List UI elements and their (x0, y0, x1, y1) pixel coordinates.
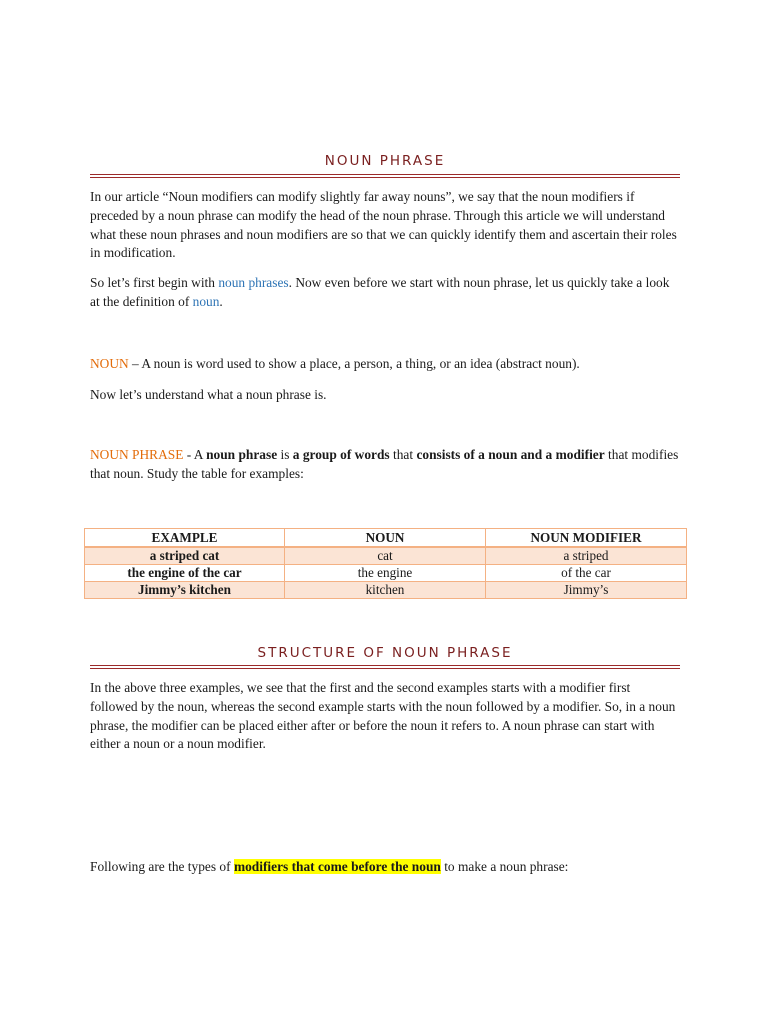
header-noun: NOUN (285, 529, 486, 548)
cell-example: a striped cat (85, 547, 285, 565)
transition-paragraph: Now let’s understand what a noun phrase is. (90, 387, 327, 402)
noun-term: NOUN (90, 356, 129, 371)
section-heading-structure: STRUCTURE OF NOUN PHRASE (257, 645, 513, 661)
highlighted-text: modifiers that come before the noun (233, 859, 441, 874)
table-row (85, 565, 687, 582)
header-example: EXAMPLE (85, 529, 285, 548)
heading-rule (90, 174, 680, 178)
begin-paragraph: So let’s first begin with noun phrases. Now even before we start with noun phrase, let us quickly take a look at the definition of noun. (90, 275, 670, 309)
table-header-row (85, 529, 687, 548)
cell-example: the engine of the car (85, 565, 285, 582)
noun-phrase-definition: NOUN PHRASE - A noun phrase is a group of words that consists of a noun and a modifier that modifies that noun. Study the table for examples: (90, 447, 679, 481)
cell-noun: the engine (285, 565, 486, 582)
cell-noun: kitchen (285, 582, 486, 599)
cell-noun: cat (285, 547, 486, 565)
cell-example: Jimmy’s kitchen (85, 582, 285, 599)
noun-link[interactable]: noun (192, 293, 220, 309)
types-intro-paragraph: Following are the types of modifiers that come before the noun to make a noun phrase: (90, 859, 569, 874)
table-row (85, 582, 687, 599)
cell-modifier: Jimmy’s (486, 582, 687, 599)
structure-paragraph: In the above three examples, we see that the first and the second examples starts with a modifier first followed by the noun, whereas the second example starts with the noun followed by a modifier. So, in a noun phrase, the modifier can be placed either after or before the noun it refers to. A noun phrase can start with either a noun or a noun modifier. (90, 680, 676, 752)
cell-modifier: a striped (486, 547, 687, 565)
examples-table (84, 528, 687, 599)
intro-paragraph: In our article “Noun modifiers can modify slightly far away nouns”, we say that the noun modifiers if preceded by a noun phrase can modify the head of the noun phrase. Through this article we will understand what these noun phrases and noun modifiers are so that we can quickly identify them and ascertain their roles in modification. (90, 189, 677, 261)
noun-phrase-term: NOUN PHRASE (90, 447, 184, 462)
section-heading-noun-phrase: NOUN PHRASE (324, 153, 446, 169)
header-noun-modifier: NOUN MODIFIER (486, 529, 687, 548)
noun-definition: NOUN – A noun is word used to show a place, a person, a thing, or an idea (abstract noun). (90, 356, 580, 371)
heading-rule (90, 665, 680, 669)
table-row (85, 547, 687, 565)
cell-modifier: of the car (486, 565, 687, 582)
noun-phrases-link[interactable]: noun phrases (218, 275, 289, 290)
